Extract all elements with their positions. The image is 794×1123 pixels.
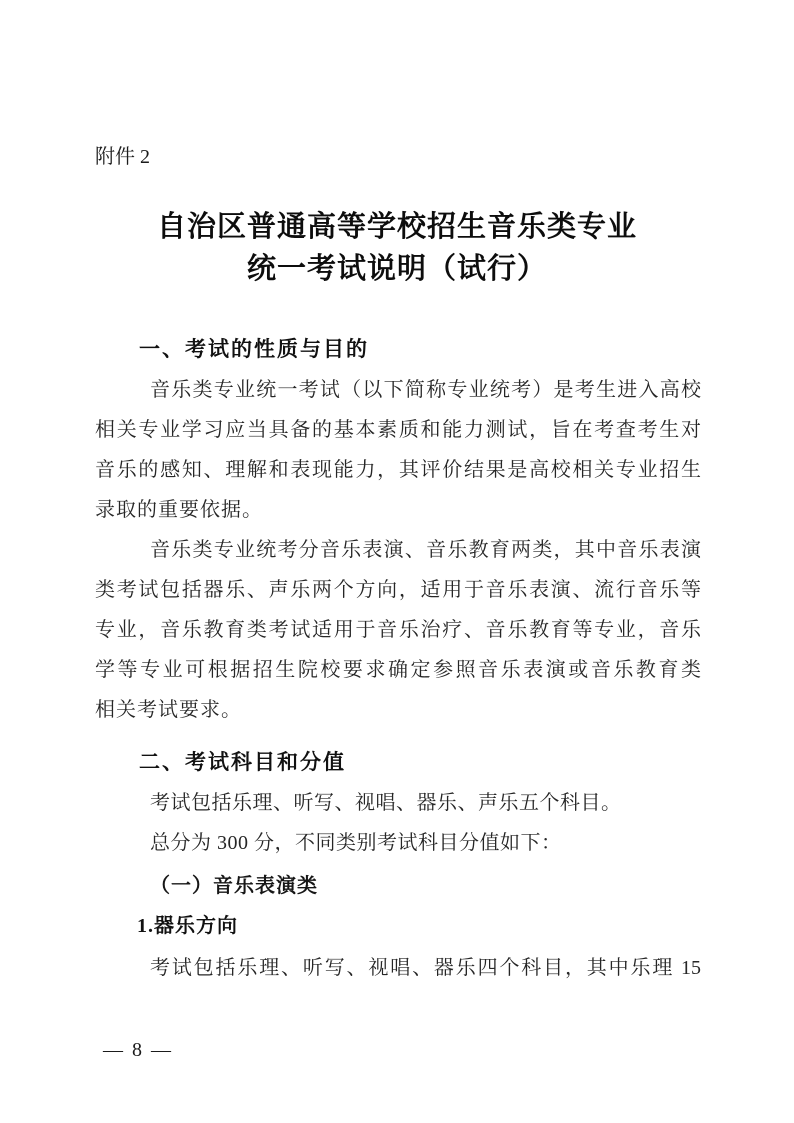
direction-1-heading: 1.器乐方向 (137, 915, 238, 937)
paragraph-2-line-1: 音乐类专业统考分音乐表演、音乐教育两类，其中音乐表演 (150, 539, 701, 561)
subsection-1-heading: （一）音乐表演类 (150, 875, 318, 897)
total-score-line: 总分为 300 分，不同类别考试科目分值如下： (150, 832, 562, 854)
section-1-heading: 一、考试的性质与目的 (139, 338, 369, 361)
paragraph-2-line-5: 相关考试要求。 (95, 699, 242, 721)
paragraph-2-line-3: 专业，音乐教育类考试适用于音乐治疗、音乐教育等专业，音乐 (95, 619, 701, 641)
attachment-label: 附件 2 (95, 146, 150, 168)
document-title (0, 206, 794, 290)
paragraph-1-line-3: 音乐的感知、理解和表现能力，其评价结果是高校相关专业招生 (95, 459, 701, 481)
continuation-paragraph-line-1: 考试包括乐理、听写、视唱、器乐四个科目，其中乐理 15 (150, 957, 701, 979)
paragraph-1-line-4: 录取的重要依据。 (95, 499, 263, 521)
title-line-1: 自治区普通高等学校招生音乐类专业 (156, 211, 637, 243)
section-2-heading: 二、考试科目和分值 (139, 751, 346, 774)
title-line-2: 统一考试说明（试行） (246, 253, 547, 285)
page-number-footer: — 8 — (103, 1039, 173, 1061)
paragraph-2-line-4: 学等专业可根据招生院校要求确定参照音乐表演或音乐教育类 (95, 659, 701, 681)
paragraph-1-line-1: 音乐类专业统一考试（以下简称专业统考）是考生进入高校 (150, 379, 701, 401)
subjects-line: 考试包括乐理、听写、视唱、器乐、声乐五个科目。 (150, 792, 622, 814)
document-body (95, 330, 701, 988)
paragraph-2-line-2: 类考试包括器乐、声乐两个方向，适用于音乐表演、流行音乐等 (95, 579, 701, 601)
paragraph-1-line-2: 相关专业学习应当具备的基本素质和能力测试，旨在考查考生对 (95, 419, 701, 441)
